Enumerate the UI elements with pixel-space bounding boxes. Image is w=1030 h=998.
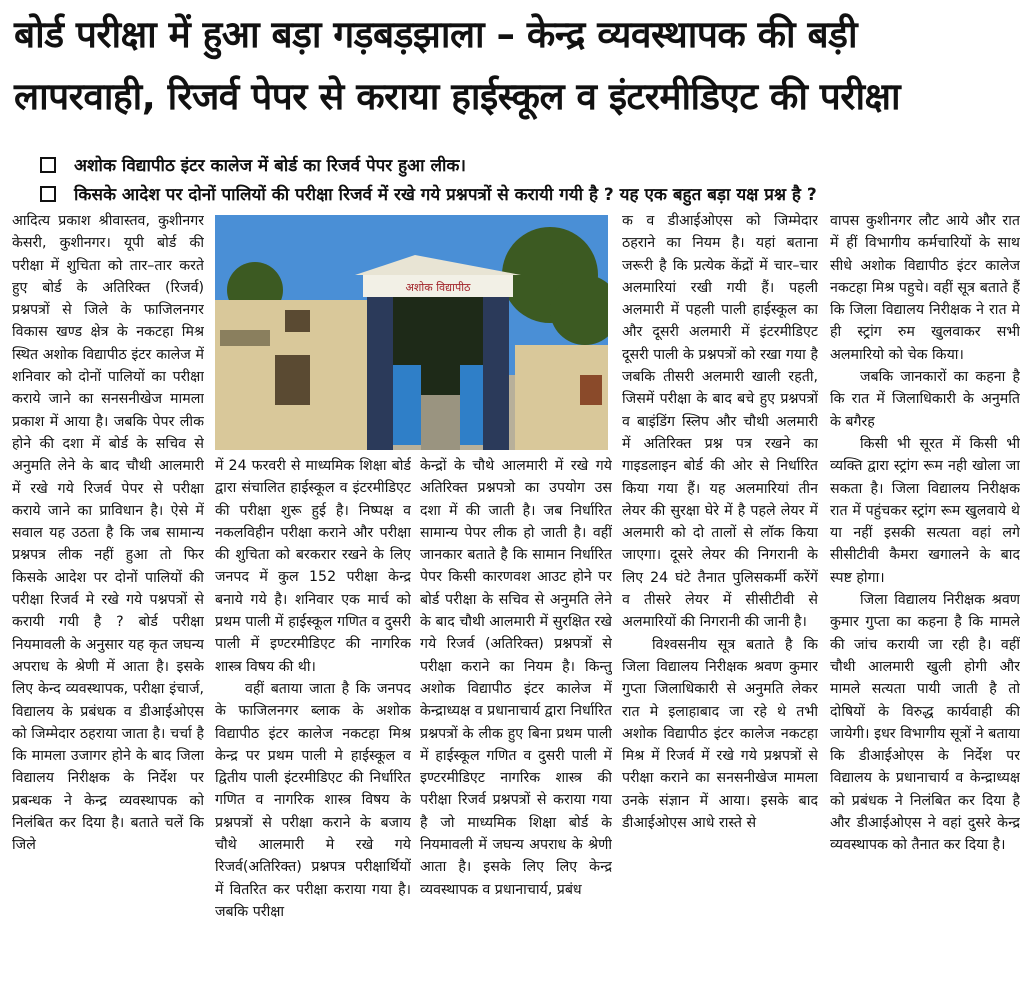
highlight-bullets [40, 150, 1020, 208]
window-icon [285, 310, 310, 332]
gate-pillar-left [367, 297, 393, 450]
article-paragraph: वापस कुशीनगर लौट आये और रात में हीं विभागीय कर्मचारियों के साथ सीधे अशोक विद्यापीठ इंटर कालेज नकटहा मिश्र पहुचे। वहीं सूत्र बताते हैं कि जिला विद्यालय निरीक्षक ने रात मे ही स्ट्रांग रुम खुलवाकर सभी अलमारियो को चेक किया। [830, 213, 1020, 363]
news-photo-school-gate [215, 215, 608, 450]
article-paragraph: किसी भी सूरत में किसी भी व्यक्ति द्वारा स्ट्रांग रूम नही खोला जा सकता है। जिला विद्यालय निरीक्षक रात में पहुंचकर स्ट्रांग रूम खुलवाये थे या नहीं इसकी सत्यता वहां लगे सीसीटीवी कैमरा खगालने के बाद स्पष्ट होगा। [830, 435, 1020, 586]
window-icon [580, 375, 602, 405]
article-column-3 [420, 455, 612, 995]
article-paragraph: में 24 फरवरी से माध्यमिक शिक्षा बोर्ड द्वारा संचालित हाईस्कूल व इंटरमीडिएट की परीक्षा शुरू हुई है। निष्पक्ष व नकलविहीन परीक्षा कराने और परीक्षा की शुचिता को बरकरार रखने के लिए जनपद में कुल 152 परीक्षा केन्द्र बनाये गये है। शनिवार एक मार्च को प्रथम पाली में हाईस्कूल गणित व दुसरी पाली में इण्टरमीडिएट की नागरिक शास्त्र विषय की थी। [215, 458, 411, 675]
gate-door-right [460, 365, 483, 445]
article-paragraph: वहीं बताया जाता है कि जनपद के फाजिलनगर ब्लाक के अशोक विद्यापीठ इंटर कालेज नकटहा मिश्र केन्द्र पर प्रथम पाली मे हाईस्कूल व द्वितीय पाली इंटरमीडिएट की निर्धारित गणित व नागरिक शास्त्र विषय के प्रश्नपत्रों से परीक्षा कराने के बजाय चौथे आलमारी मे रखे गये रिजर्व(अतिरिक्त) प्रश्नपत्र परीक्षार्थियों में वितरित कर परीक्षा कराया गया है। जबकि परीक्षा [215, 680, 411, 920]
headline-line-1: बोर्ड परीक्षा में हुआ बड़ा गड़बड़झाला – केन्द्र व्यवस्थापक की बड़ी [14, 13, 858, 56]
checkbox-square-icon [40, 186, 56, 202]
article-column-4 [622, 210, 818, 994]
window-icon [275, 355, 310, 405]
balcony [220, 330, 270, 346]
article-paragraph: जबकि जानकारों का कहना है कि रात में जिलाधिकारी के अनुमति के बगैरह [830, 369, 1020, 430]
gate-pillar-right [483, 297, 509, 450]
gate-sign-text: अशोक विद्यापीठ [405, 281, 471, 294]
headline-line-2: लापरवाही, रिजर्व पेपर से कराया हाईस्कूल व इंटरमीडिएट की परीक्षा [14, 75, 901, 118]
bullet-item [40, 150, 1020, 179]
article-paragraph: क व डीआईओएस को जिम्मेदार ठहराने का नियम है। यहां बताना जरूरी है कि प्रत्येक केंद्रों में चार–चार अलमारियां रखी गयी हैं। पहली अलमारी में पहली पाली हाईस्कूल का और दूसरी अलमारी में इंटरमीडिएट दूसरी पाली के प्रश्नपत्रों को रखा गया है जबकि तीसरी अलमारी खाली रहती, जिसमें परीक्षा के बाद बचे हुए प्रश्नपत्रों व बाइंडिंग स्लिप और चौथी अलमारी में अतिरिक्त प्रश्न पत्र रखने का गाइडलाइन बोर्ड की ओर से निर्धारित किया गया हैं। यह अलमारियां तीन लेयर की सुरक्षा घेरे में है पहले लेयर में अलमारी को दो तालों से लॉक किया जाएगा। दूसरे लेयर की निगरानी के लिए 24 घंटे तैनात पुलिसकर्मी करेंगें व तीसरे लेयर में सीसीटीवी से अलमारियों की निगरानी की जानी है। [622, 213, 818, 631]
gate-door-left [393, 365, 421, 445]
bullet-text: अशोक विद्यापीठ इंटर कालेज में बोर्ड का रिजर्व पेपर हुआ लीक। [74, 156, 466, 176]
article-paragraph: जिला विद्यालय निरीक्षक श्रवण कुमार गुप्ता का कहना है कि मामले की जांच करायी जा रही है। वहीं चौथी आलमारी खुली होगी और मामले सत्यता पायी जाती है तो दोषियों के विरुद्ध कार्यवाही की जायेगी। इधर विभागीय सूत्रों ने बताया कि डीआईओएस के निर्देश पर विद्यालय के प्रधानाचार्य व केन्द्राध्यक्ष को प्रबंधक ने निलंबित कर दिया है और डीआईओएस ने वहां दुसरे केन्द्र व्यवस्थापक को तैनात कर दिया है। [830, 592, 1020, 854]
article-column-1 [12, 210, 204, 994]
article-column-5 [830, 210, 1020, 994]
pathway [421, 395, 460, 450]
article-paragraph: केन्द्रों के चौथे आलमारी में रखे गये अतिरिक्त प्रश्नपत्रो का उपयोग उस दशा में की जाती है। जब निर्धारित सामान्य पेपर लीक हो जाती है। वहीं जानकार बताते है कि सामान निर्धारित पेपर किसी कारणवश आउट होने पर बोर्ड परीक्षा के सचिव से अनुमति लेने के बाद चौथी आलमारी में सुरक्षित रखे गये रिजर्व (अतिरिक्त) प्रश्नपत्रों से परीक्षा कराने का नियम है। किन्तु अशोक विद्यापीठ इंटर कालेज में केन्द्राध्यक्ष व प्रधानाचार्य द्वारा निर्धारित प्रश्नपत्रों के लीक हुए बिना प्रथम पाली में हाईस्कूल गणित व दुसरी पाली में इण्टरमीडिएट नागरिक शास्त्र की परीक्षा रिजर्व प्रश्नपत्रों से कराया गया है जो माध्यमिक शिक्षा बोर्ड के नियमावली में जघन्य अपराध के श्रेणी आता है। इसके लिए लिए केन्द्र व्यवस्थापक व प्रधानाचार्य, प्रबंध [420, 458, 612, 898]
article-paragraph: विश्वसनीय सूत्र बताते है कि जिला विद्यालय निरीक्षक श्रवण कुमार गुप्ता जिलाधिकारी से अनुमति लेकर रात मे इलाहाबाद जा रहे थे तभी अशोक विद्यापीठ इंटर कालेज नकटहा मिश्र में रिजर्व में रखे गये प्रश्नपत्रों से परीक्षा कराने का सनसनीखेज मामला उनके संज्ञान में आया। इसके बाद डीआईओएस आधे रास्ते से [622, 636, 818, 832]
article-column-2 [215, 455, 411, 995]
school-gate-illustration [215, 215, 608, 450]
bullet-item [40, 179, 1020, 208]
article-paragraph: आदित्य प्रकाश श्रीवास्तव, कुशीनगर केसरी, कुशीनगर। यूपी बोर्ड की परीक्षा में शुचिता को तार–तार करते हुए बोर्ड के अतिरिक्त (रिजर्व) प्रश्नपत्रों से जिले के फाजिलनगर विकास खण्ड क्षेत्र के नकटहा मिश्र स्थित अशोक विद्यापीठ इंटर कालेज में शनिवार को दोनों पालियों का परीक्षा कराये जाने का सनसनीखेज मामला प्रकाश में आया है। जबकि पेपर लीक होने की दशा में बोर्ड के सचिव से अनुमति लेने के बाद चौथी आलमारी में रखे गये रिजर्व पेपर से परीक्षा कराये जाने का प्राविधान है। ऐसे में सवाल यह उठता है कि जब सामान्य प्रश्नपत्र लीक नहीं हुआ तो फिर किसके आदेश पर दोनों पालियों की परीक्षा रिजर्व मे रखे गये पश्नपत्रों से करायी गयी है ? बोर्ड परीक्षा नियमावली के अनुसार यह कृत जघन्य अपराध के श्रेणी में आता है। इसके लिए केन्द व्यवस्थापक, परीक्षा इंचार्ज, विद्यालय के प्रबंधक व डीआईओएस को जिम्मेदार ठहराया जाता है। चर्चा है कि मामला उजागर होने के बाद जिला विद्यालय निरीक्षक के निर्देश पर प्रबन्धक ने केन्द्र व्यवस्थापक को निलंबित कर दिया है। बताते चलें कि जिले [12, 213, 204, 854]
checkbox-square-icon [40, 157, 56, 173]
headline [14, 4, 1016, 128]
bullet-text: किसके आदेश पर दोनों पालियों की परीक्षा रिजर्व में रखे गये प्रश्नपत्रों से करायी गयी है ? यह एक बहुत बड़ा यक्ष प्रश्न है ? [74, 185, 817, 205]
